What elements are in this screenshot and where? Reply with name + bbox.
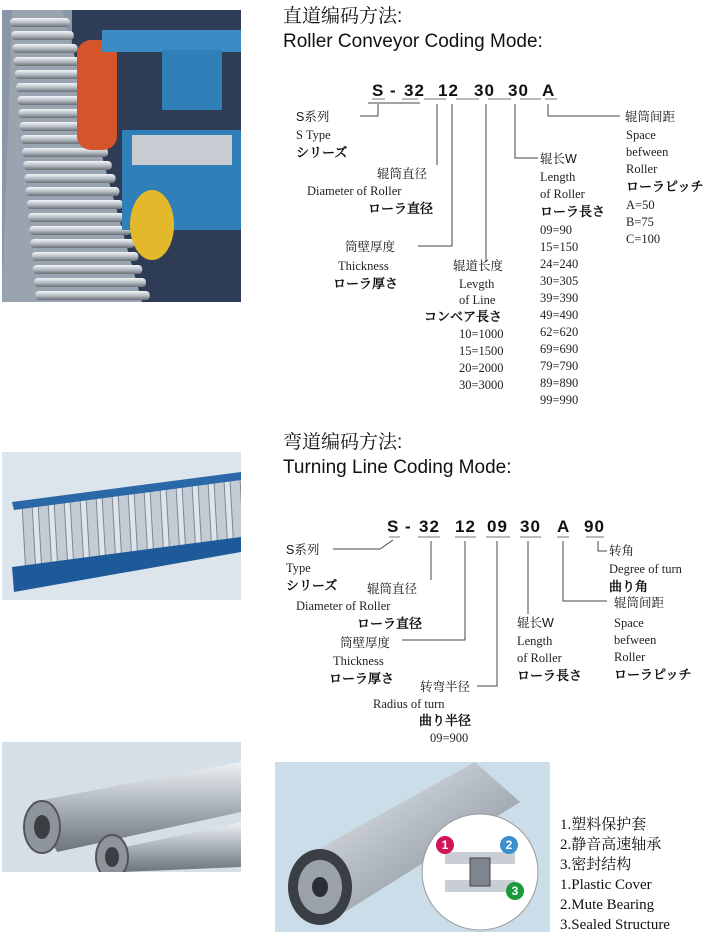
s1-thickness-en: Thickness [338, 259, 389, 273]
code2-diameter: 32 [419, 517, 440, 536]
s2-thickness-en: Thickness [333, 654, 384, 668]
s1-spacing-jp: ローラピッチ [626, 179, 704, 194]
s2-spacing-en1: Space [614, 616, 644, 630]
s2-spacing-en3: Roller [614, 650, 646, 664]
s1-roller-length-v3: 30=305 [540, 274, 579, 288]
legend-item-2-en: 2.Mute Bearing [560, 897, 655, 913]
code2-thickness: 12 [455, 517, 476, 536]
s2-radius-cn: 转弯半径 [420, 680, 471, 694]
code2-degree: 90 [584, 517, 605, 536]
s2-radius-value: 09=900 [430, 731, 469, 745]
s1-spacing-v0: A=50 [626, 198, 655, 212]
s1-line-length-v1: 15=1500 [459, 344, 504, 358]
s1-line-length-jp: コンベア長さ [424, 309, 503, 324]
section1-title-en: Roller Conveyor Coding Mode: [283, 31, 543, 52]
s2-radius-en: Radius of turn [373, 697, 445, 711]
s1-roller-length-v7: 69=690 [540, 342, 579, 356]
s1-line-length-en1: Levgth [459, 277, 495, 291]
s1-diameter-jp: ローラ直径 [368, 201, 434, 216]
s1-line-length-v0: 10=1000 [459, 327, 504, 341]
s1-thickness-cn: 筒壁厚度 [345, 240, 396, 254]
s1-line-length-v3: 30=3000 [459, 378, 504, 392]
s1-spacing-v1: B=75 [626, 215, 654, 229]
legend-item-1-cn: 1.塑料保护套 [560, 817, 647, 833]
s2-roller-length-jp: ローラ長さ [517, 668, 583, 683]
s1-spacing-v2: C=100 [626, 232, 661, 246]
s1-roller-length-cn: 辊长W [540, 152, 577, 166]
s1-roller-length-en2: of Roller [540, 187, 585, 201]
s1-roller-length-v0: 09=90 [540, 223, 573, 237]
code1-roller-length: 30 [508, 81, 529, 100]
s1-line-length-v2: 20=2000 [459, 361, 504, 375]
section1-title-cn: 直道编码方法: [283, 6, 403, 27]
s1-roller-length-en1: Length [540, 170, 576, 184]
s1-spacing-cn: 辊筒间距 [625, 110, 676, 124]
s2-type-jp: シリーズ [286, 578, 338, 593]
s1-roller-length-v10: 99=990 [540, 393, 579, 407]
code1-thickness: 12 [438, 81, 459, 100]
marker-1: 1 [436, 836, 454, 854]
s1-spacing-en2: befween [626, 145, 669, 159]
s1-diameter-en: Diameter of Roller [307, 184, 402, 198]
s1-roller-length-v1: 15=150 [540, 240, 579, 254]
s2-diameter-cn: 辊筒直径 [367, 582, 418, 596]
code2-spacing: A [557, 517, 571, 536]
s1-spacing-en3: Roller [626, 162, 658, 176]
section2-title-en: Turning Line Coding Mode: [283, 457, 512, 478]
s1-line-length-en2: of Line [459, 293, 496, 307]
s1-type-jp: シリーズ [296, 145, 348, 160]
code2-s: S [387, 517, 400, 536]
s1-thickness-jp: ローラ厚さ [333, 276, 399, 291]
s2-diameter-en: Diameter of Roller [296, 599, 391, 613]
s1-spacing-en1: Space [626, 128, 656, 142]
code1-dash: - [390, 81, 397, 100]
code1-line-length: 30 [474, 81, 495, 100]
s1-type-en: S Type [296, 128, 331, 142]
s1-roller-length-v9: 89=890 [540, 376, 579, 390]
s1-roller-length-v4: 39=390 [540, 291, 579, 305]
s2-thickness-jp: ローラ厚さ [329, 671, 395, 686]
s2-type-cn: S系列 [286, 543, 320, 557]
s2-diameter-jp: ローラ直径 [357, 616, 423, 631]
code2-dash: - [405, 517, 412, 536]
legend-item-3-cn: 3.密封结构 [560, 857, 632, 873]
legend-item-1-en: 1.Plastic Cover [560, 877, 652, 893]
code2-radius: 09 [487, 517, 508, 536]
legend-item-2-cn: 2.静音高速轴承 [560, 837, 662, 853]
s1-roller-length-v2: 24=240 [540, 257, 579, 271]
s1-roller-length-v6: 62=620 [540, 325, 579, 339]
s2-roller-length-cn: 辊长W [517, 616, 554, 630]
s2-degree-cn: 转角 [609, 544, 635, 558]
s2-type-en: Type [286, 561, 311, 575]
s1-roller-length-v5: 49=490 [540, 308, 579, 322]
marker-3: 3 [506, 882, 524, 900]
s2-degree-en: Degree of turn [609, 562, 682, 576]
s1-roller-length-jp: ローラ長さ [540, 204, 606, 219]
s1-line-length-cn: 辊道长度 [453, 259, 504, 273]
s1-roller-length-v8: 79=790 [540, 359, 579, 373]
legend-item-3-en: 3.Sealed Structure [560, 917, 670, 933]
code2-roller-length: 30 [520, 517, 541, 536]
s1-type-cn: S系列 [296, 110, 330, 124]
code1-diameter: 32 [404, 81, 425, 100]
code1-spacing: A [542, 81, 556, 100]
s2-spacing-cn: 辊筒间距 [614, 596, 665, 610]
marker-2: 2 [500, 836, 518, 854]
code1-s: S [372, 81, 385, 100]
s2-radius-jp: 曲り半径 [419, 713, 472, 728]
s1-diameter-cn: 辊筒直径 [377, 167, 428, 181]
s2-thickness-cn: 筒壁厚度 [340, 636, 391, 650]
s2-spacing-jp: ローラピッチ [614, 667, 692, 682]
s2-degree-jp: 曲り角 [609, 579, 649, 594]
s2-roller-length-en2: of Roller [517, 651, 562, 665]
section2-title-cn: 弯道编码方法: [283, 432, 403, 453]
s2-roller-length-en1: Length [517, 634, 553, 648]
s2-spacing-en2: befween [614, 633, 657, 647]
